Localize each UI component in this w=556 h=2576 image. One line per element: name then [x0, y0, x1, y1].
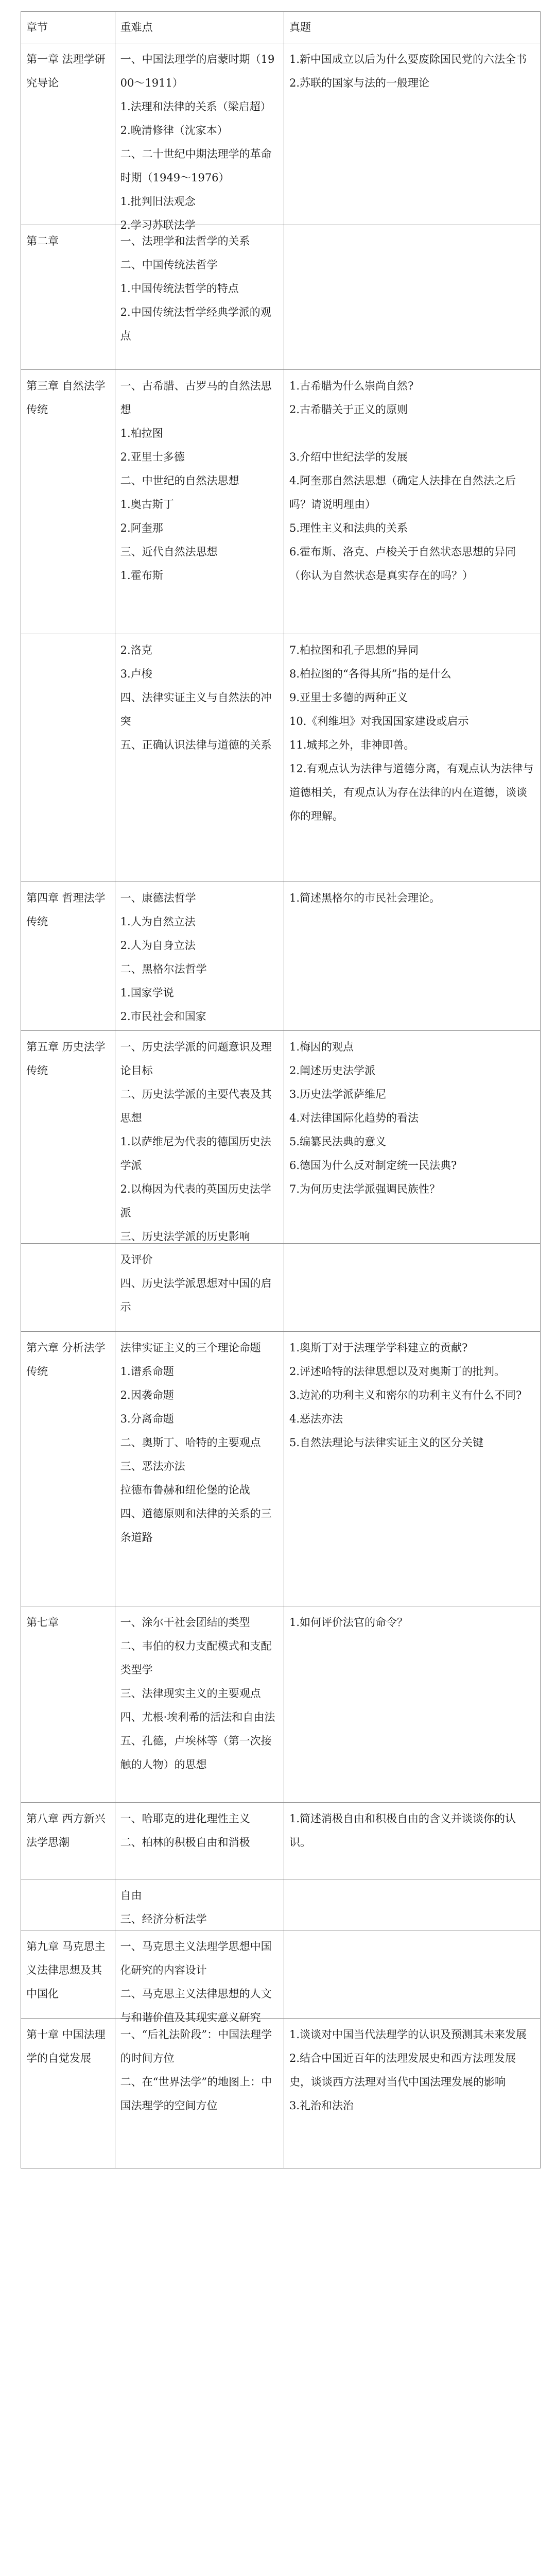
key-point-line: 一、哈耶克的进化理性主义: [120, 1812, 250, 1825]
question-line: 12.有观点认为法律与道德分离，有观点认为法律与道德相关，有观点认为存在法律的内在道德，谈谈你的理解。: [289, 762, 534, 822]
key-point-line: 四、历史法学派思想对中国的启示: [120, 1277, 272, 1313]
key-point-line: 一、马克思主义法理学思想中国化研究的内容设计: [120, 1940, 272, 1976]
questions-cell: [284, 882, 540, 1030]
header-questions: 真题: [289, 21, 311, 33]
questions-cell: [284, 2019, 540, 2168]
key-point-line: 3.卢梭: [120, 668, 152, 680]
key-point-line: 三、经济分析法学: [120, 1913, 207, 1925]
key-point-line: 一、涂尔干社会团结的类型: [120, 1616, 250, 1629]
question-line: 3.边沁的功利主义和密尔的功利主义有什么不同?: [289, 1389, 522, 1401]
key-points-cell: [115, 1031, 284, 1243]
chapter-cell: 第一章 法理学研究导论: [21, 43, 115, 225]
key-point-line: 2.市民社会和国家: [120, 1010, 206, 1023]
question-line: 3.礼治和法治: [289, 2099, 354, 2112]
table-row: [21, 1879, 541, 1930]
key-point-line: 2.中国传统法哲学经典学派的观点: [120, 306, 271, 342]
key-point-line: 三、近代自然法思想: [120, 546, 218, 558]
key-point-line: 二、在“世界法学”的地图上：中国法理学的空间方位: [120, 2076, 272, 2112]
key-point-line: 三、法律现实主义的主要观点: [120, 1687, 261, 1700]
header-chapter: 章节: [21, 12, 115, 43]
question-line: 2.阐述历史法学派: [289, 1064, 376, 1077]
key-point-line: 2.以梅因为代表的英国历史法学派: [120, 1183, 271, 1219]
key-point-line: 二、二十世纪中期法理学的革命时期（1949～1976）: [120, 148, 272, 184]
table-row: [21, 225, 541, 369]
key-points-cell: [115, 1244, 284, 1331]
key-point-line: 一、古希腊、古罗马的自然法思想: [120, 380, 272, 416]
key-point-line: 二、历史法学派的主要代表及其思想: [120, 1088, 272, 1124]
questions-cell: [284, 1332, 540, 1606]
question-line: 3.介绍中世纪法学的发展: [289, 451, 408, 463]
chapter-cell: [21, 1879, 115, 1930]
key-point-line: 2.晚清修律（沈家本）: [120, 124, 228, 137]
key-points-cell: [115, 225, 284, 369]
key-points-cell: [115, 2019, 284, 2168]
chapter-cell: 第八章 西方新兴法学思潮: [21, 1803, 115, 1879]
key-point-line: 二、黑格尔法哲学: [120, 963, 207, 975]
question-line: 2.苏联的国家与法的一般理论: [289, 77, 430, 89]
key-point-line: 二、中世纪的自然法思想: [120, 474, 239, 487]
syllabus-table: [21, 11, 541, 2168]
chapter-cell: [21, 634, 115, 882]
table-header: [21, 11, 541, 43]
key-point-line: 1.批判旧法观念: [120, 195, 196, 208]
question-line: 7.柏拉图和孔子思想的异同: [289, 644, 419, 656]
question-line: 11.城邦之外，非神即兽。: [289, 739, 415, 751]
question-line: 4.对法律国际化趋势的看法: [289, 1112, 419, 1124]
key-point-line: 二、马克思主义法律思想的人文与和谐价值及其现实意义研究: [120, 1988, 272, 2024]
key-point-line: 一、“后礼法阶段”：中国法理学的时间方位: [120, 2028, 272, 2064]
question-line: 1.古希腊为什么崇尚自然?: [289, 380, 414, 392]
key-point-line: 四、法律实证主义与自然法的冲突: [120, 691, 272, 727]
key-point-line: 二、柏林的积极自由和消极: [120, 1836, 250, 1849]
question-line: 6.德国为什么反对制定统一民法典?: [289, 1159, 457, 1172]
questions-cell: [284, 370, 540, 634]
question-line: 2.评述哈特的法律思想以及对奥斯丁的批判。: [289, 1365, 506, 1378]
questions-cell: [284, 1031, 540, 1243]
key-point-line: 自由: [120, 1889, 142, 1902]
table-body: [21, 43, 541, 2168]
key-point-line: 法律实证主义的三个理论命题: [120, 1342, 261, 1354]
key-point-line: 1.奥古斯丁: [120, 498, 174, 511]
question-line: 9.亚里士多德的两种正义: [289, 691, 408, 704]
key-point-line: 三、恶法亦法: [120, 1460, 185, 1472]
chapter-cell: 第九章 马克思主义法律思想及其中国化: [21, 1930, 115, 2018]
chapter-cell: 第十章 中国法理学的自觉发展: [21, 2019, 115, 2168]
key-point-line: 1.霍布斯: [120, 569, 163, 582]
key-point-line: 2.人为自身立法: [120, 939, 196, 952]
questions-cell: [284, 1879, 540, 1930]
key-point-line: 二、奥斯丁、哈特的主要观点: [120, 1436, 261, 1449]
header-key-points: 重难点: [115, 12, 284, 43]
questions-cell: [284, 43, 540, 225]
question-line: 1.新中国成立以后为什么要废除国民党的六法全书: [289, 53, 527, 65]
key-point-line: 拉德布鲁赫和纽伦堡的论战: [120, 1484, 250, 1496]
question-line: 1.谈谈对中国当代法理学的认识及预测其未来发展: [289, 2028, 527, 2041]
question-line: [289, 421, 535, 445]
key-points-cell: [115, 43, 284, 231]
key-points-cell: [115, 1606, 284, 1802]
question-line: 1.如何评价法官的命令？: [289, 1616, 408, 1629]
key-point-line: 1.法理和法律的关系（梁启超）: [120, 100, 271, 113]
key-point-line: 一、法理学和法哲学的关系: [120, 235, 250, 247]
key-points-cell: [115, 882, 284, 1030]
key-point-line: 二、韦伯的权力支配模式和支配类型学: [120, 1640, 272, 1676]
key-point-line: 2.因袭命题: [120, 1389, 174, 1401]
table-row: [21, 634, 541, 882]
key-points-cell: [115, 1879, 284, 1930]
key-point-line: 1.谱系命题: [120, 1365, 174, 1378]
chapter-cell: [21, 1244, 115, 1331]
key-points-cell: [115, 1803, 284, 1879]
key-point-line: 四、尤根·埃利希的活法和自由法: [120, 1711, 275, 1723]
questions-cell: [284, 1930, 540, 2018]
key-point-line: 五、正确认识法律与道德的关系: [120, 739, 272, 751]
key-point-line: 五、孔德，卢埃林等（第一次接触的人物）的思想: [120, 1735, 272, 1771]
question-line: 1.奥斯丁对于法理学学科建立的贡献?: [289, 1342, 468, 1354]
chapter-cell: 第二章: [21, 225, 115, 369]
chapter-cell: 第五章 历史法学传统: [21, 1031, 115, 1243]
key-points-cell: [115, 370, 284, 634]
question-line: 8.柏拉图的“各得其所”指的是什么: [289, 668, 451, 680]
question-line: 4.恶法亦法: [289, 1413, 343, 1425]
key-point-line: 2.亚里士多德: [120, 451, 185, 463]
table-row: [21, 1030, 541, 1243]
key-point-line: 3.分离命题: [120, 1413, 174, 1425]
question-line: 5.理性主义和法典的关系: [289, 522, 408, 534]
key-point-line: 2.学习苏联法学: [120, 219, 196, 231]
chapter-cell: 第七章: [21, 1606, 115, 1802]
key-point-line: 二、中国传统法哲学: [120, 259, 218, 271]
question-line: 2.古希腊关于正义的原则: [289, 403, 408, 416]
table-row: [21, 369, 541, 634]
key-point-line: 2.洛克: [120, 644, 152, 656]
questions-cell: [284, 225, 540, 369]
question-line: 4.阿奎那自然法思想（确定人法排在自然法之后吗？请说明理由）: [289, 474, 516, 511]
key-points-cell: [115, 1930, 284, 2024]
table-row: [21, 1802, 541, 1879]
table-row: [21, 1331, 541, 1606]
key-point-line: 2.阿奎那: [120, 522, 163, 534]
question-line: 5.自然法理论与法律实证主义的区分关键: [289, 1436, 484, 1449]
key-point-line: 1.中国传统法哲学的特点: [120, 282, 239, 295]
key-points-cell: [115, 1332, 284, 1606]
question-line: 3.历史法学派萨维尼: [289, 1088, 387, 1100]
chapter-cell: 第六章 分析法学传统: [21, 1332, 115, 1606]
table-row: [21, 2018, 541, 2168]
questions-cell: [284, 1606, 540, 1802]
chapter-cell: 第三章 自然法学传统: [21, 370, 115, 634]
key-point-line: 1.柏拉图: [120, 427, 163, 439]
question-line: 1.简述消极自由和积极自由的含义并谈谈你的认识。: [289, 1812, 516, 1849]
chapter-cell: 第四章 哲理法学传统: [21, 882, 115, 1030]
questions-cell: [284, 1244, 540, 1331]
question-line: 2.结合中国近百年的法理发展史和西方法理发展史，谈谈西方法理对当代中国法理发展的影响: [289, 2052, 516, 2088]
question-line: 1.梅因的观点: [289, 1041, 354, 1053]
question-line: 7.为何历史法学派强调民族性？: [289, 1183, 441, 1195]
key-point-line: 三、历史法学派的历史影响: [120, 1230, 250, 1243]
key-point-line: 一、康德法哲学: [120, 892, 196, 904]
table-row: [21, 882, 541, 1030]
question-line: 5.编纂民法典的意义: [289, 1136, 387, 1148]
question-line: 1.简述黑格尔的市民社会理论。: [289, 892, 441, 904]
key-points-cell: [115, 634, 284, 882]
questions-cell: [284, 634, 540, 882]
question-line: 10.《利维坦》对我国国家建设或启示: [289, 715, 469, 727]
key-point-line: 一、历史法学派的问题意识及理论目标: [120, 1041, 272, 1077]
questions-cell: [284, 1803, 540, 1879]
key-point-line: 1.人为自然立法: [120, 916, 196, 928]
table-row: [21, 1930, 541, 2024]
question-line: 6.霍布斯、洛克、卢梭关于自然状态思想的异同（你认为自然状态是真实存在的吗？）: [289, 546, 516, 582]
table-row: [21, 1606, 541, 1802]
key-point-line: 及评价: [120, 1253, 153, 1266]
table-row: [21, 43, 541, 231]
key-point-line: 一、中国法理学的启蒙时期（1900～1911）: [120, 53, 275, 89]
key-point-line: 四、道德原则和法律的关系的三条道路: [120, 1507, 272, 1544]
table-row: [21, 1243, 541, 1331]
key-point-line: 1.国家学说: [120, 987, 174, 999]
key-point-line: 1.以萨维尼为代表的德国历史法学派: [120, 1136, 271, 1172]
